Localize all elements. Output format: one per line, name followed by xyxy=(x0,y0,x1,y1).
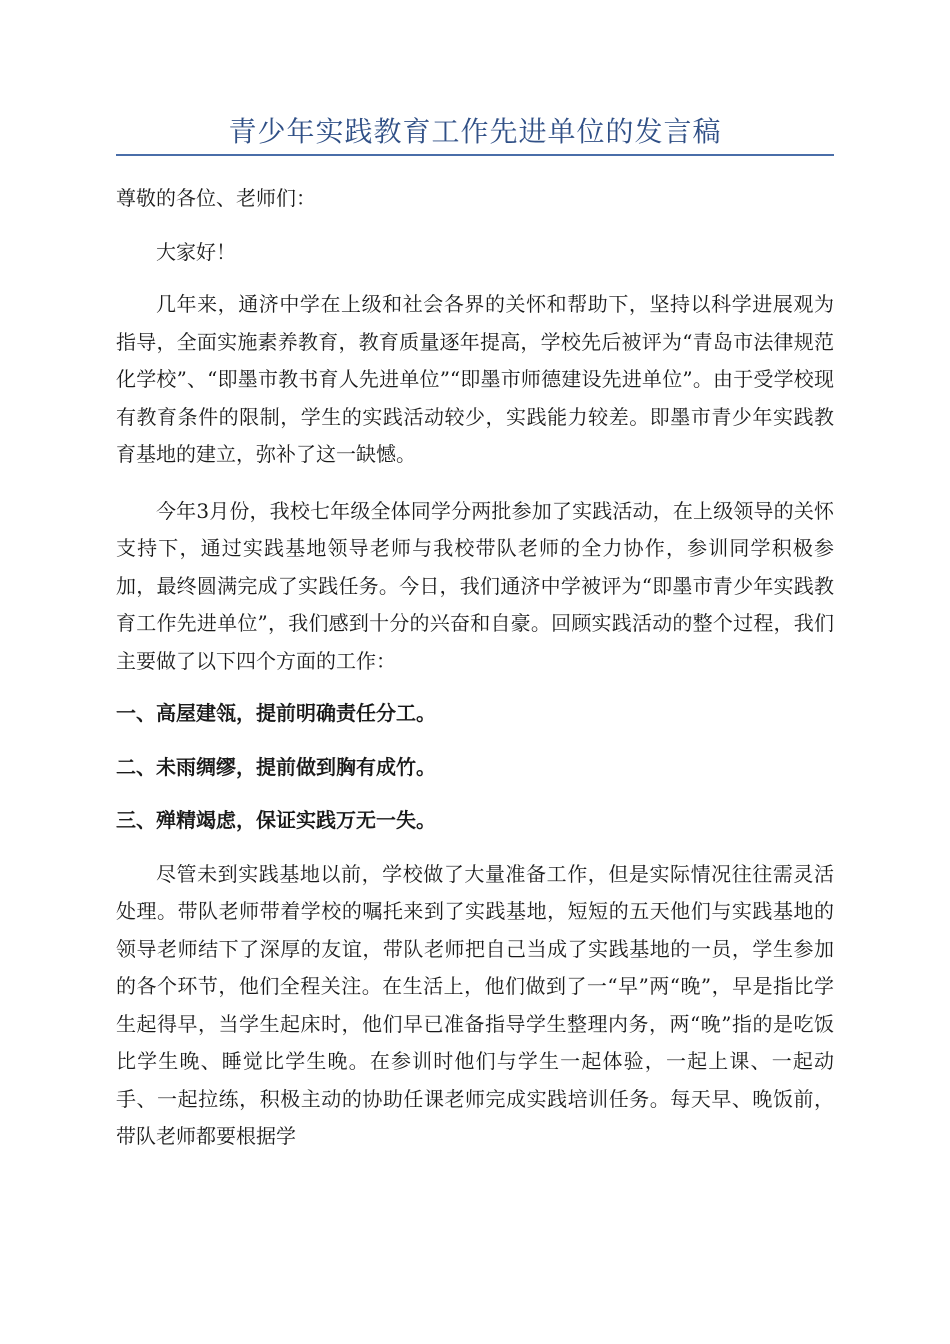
paragraph-activity: 今年3月份，我校七年级全体同学分两批参加了实践活动，在上级领导的关怀支持下，通过实践基地领导老师与我校带队老师的全力协作，参训同学积极参加，最终圆满完成了实践任务。今日，我们通济中学被评为“即墨市青少年实践教育工作先进单位”，我们感到十分的兴奋和自豪。回顾实践活动的整个过程，我们主要做了以下四个方面的工作： xyxy=(116,498,834,673)
section-heading-3: 三、殚精竭虑，保证实践万无一失。 xyxy=(116,808,436,832)
paragraph-teachers: 尽管未到实践基地以前，学校做了大量准备工作，但是实际情况往往需灵活处理。带队老师带着学校的嘱托来到了实践基地，短短的五天他们与实践基地的领导老师结下了深厚的友谊，带队老师把自己当成了实践基地的一员，学生参加的各个环节，他们全程关注。在生活上，他们做到了一“早”两“晚”，早是指比学生起得早，当学生起床时，他们早已准备指导学生整理内务，两“晚”指的是吃饭比学生晚、睡觉比学生晚。在参训时他们与学生一起体验，一起上课、一起动手、一起拉练，积极主动的协助任课老师完成实践培训任务。每天早、晚饭前，带队老师都要根据学 xyxy=(116,861,834,1148)
document-page xyxy=(116,0,834,1156)
title-underline xyxy=(116,154,834,156)
section-heading-2: 二、未雨绸缪，提前做到胸有成竹。 xyxy=(116,754,436,779)
section-heading-1: 一、高屋建瓴，提前明确责任分工。 xyxy=(116,701,436,725)
paragraph-intro: 几年来，通济中学在上级和社会各界的关怀和帮助下，坚持以科学进展观为指导，全面实施素养教育，教育质量逐年提高，学校先后被评为“青岛市法律规范化学校”、“即墨市教书育人先进单位”“即墨市师德建设先进单位”。由于受学校现有教育条件的限制，学生的实践活动较少，实践能力较差。即墨市青少年实践教育基地的建立，弥补了这一缺憾。 xyxy=(116,292,834,466)
salutation: 尊敬的各位、老师们： xyxy=(116,186,316,210)
document-title: 青少年实践教育工作先进单位的发言稿 xyxy=(228,115,722,148)
greeting: 大家好！ xyxy=(156,239,236,264)
